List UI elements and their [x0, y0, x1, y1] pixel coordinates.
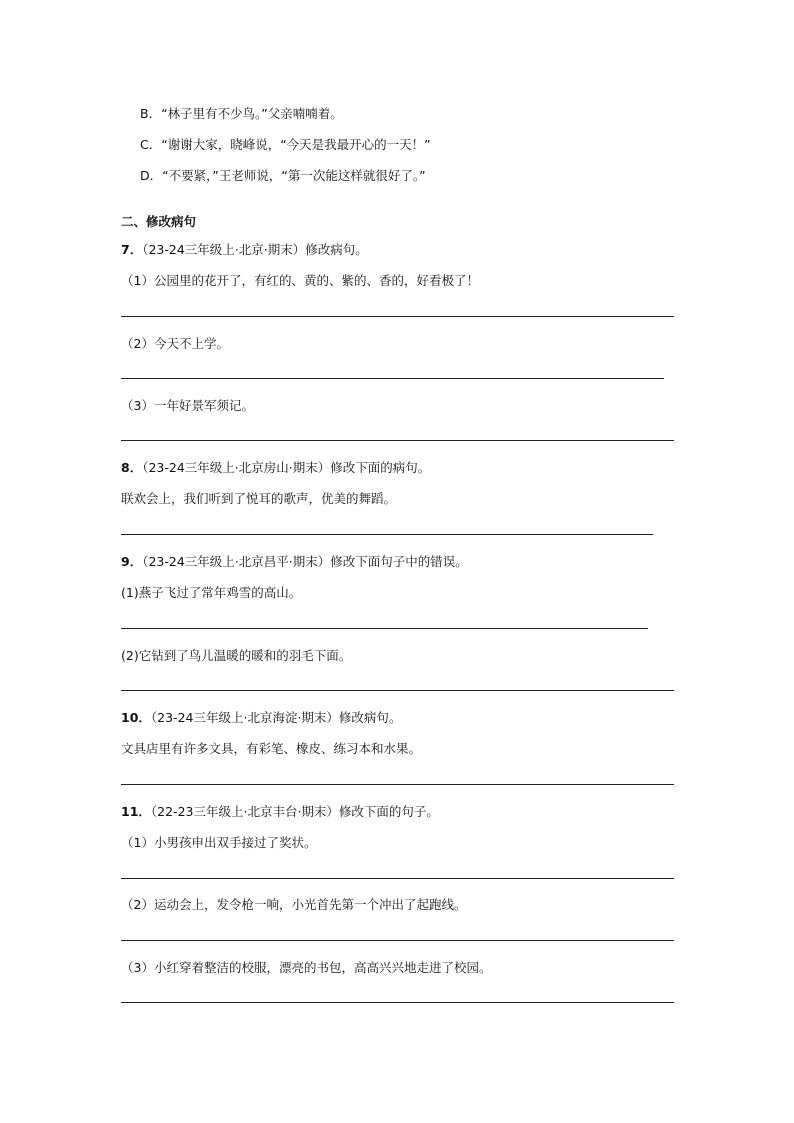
question-9-item-2: (2)它钻到了鸟儿温暖的暖和的羽毛下面。 — [121, 648, 352, 663]
question-7-item-2: （2）今天不上学。 — [121, 336, 229, 351]
question-11-item-3: （3）小红穿着整洁的校服，漂亮的书包，高高兴兴地走进了校园。 — [121, 960, 492, 975]
option-letter: C． — [140, 137, 162, 152]
question-source: （23-24三年级上·北京海淀·期末）修改病句。 — [150, 710, 402, 725]
question-11-item-1: （1）小男孩申出双手接过了奖状。 — [121, 835, 317, 850]
question-number: 9． — [121, 554, 143, 569]
answer-line — [121, 690, 674, 691]
question-number: 8． — [121, 460, 143, 475]
question-8-item-1: 联欢会上，我们听到了悦耳的歌声，优美的舞蹈。 — [121, 491, 397, 506]
option-text: “不要紧，”王老师说，“第一次能这样就很好了。” — [162, 168, 426, 183]
question-7-item-3: （3）一年好景军须记。 — [121, 398, 254, 413]
question-11-header — [121, 802, 439, 820]
question-source: （23-24三年级上·北京房山·期末）修改下面的病句。 — [142, 460, 431, 475]
question-number: 11． — [121, 804, 151, 819]
option-b — [140, 104, 343, 122]
question-9-item-1: (1)燕子飞过了常年鸡雪的高山。 — [121, 585, 302, 600]
answer-line — [121, 534, 653, 535]
answer-line — [121, 628, 648, 629]
option-letter: B． — [140, 106, 162, 121]
answer-line — [121, 1002, 674, 1003]
question-10-item-1: 文具店里有许多文具，有彩笔、橡皮、练习本和水果。 — [121, 741, 422, 756]
question-number: 10． — [121, 710, 151, 725]
option-letter: D． — [140, 168, 163, 183]
question-10-header — [121, 708, 401, 726]
question-11-item-2: （2）运动会上，发令枪一响，小光首先第一个冲出了起跑线。 — [121, 897, 467, 912]
option-text: “林子里有不少鸟。”父亲喃喃着。 — [161, 106, 343, 121]
question-8-header — [121, 458, 430, 476]
answer-line — [121, 316, 674, 317]
answer-line — [121, 878, 674, 879]
option-d — [140, 166, 426, 184]
question-source: （23-24三年级上·北京·期末）修改病句。 — [142, 242, 368, 257]
section-title: 二、修改病句 — [121, 214, 197, 229]
option-c — [140, 135, 431, 153]
question-7-header — [121, 240, 368, 258]
answer-line — [121, 378, 664, 379]
question-9-header — [121, 552, 468, 570]
question-source: （22-23三年级上·北京丰台·期末）修改下面的句子。 — [150, 804, 439, 819]
question-source: （23-24三年级上·北京昌平·期末）修改下面句子中的错误。 — [142, 554, 468, 569]
question-7-item-1: （1）公园里的花开了，有红的、黄的、紫的、香的，好看极了！ — [121, 273, 479, 288]
answer-line — [121, 940, 674, 941]
answer-line — [121, 440, 674, 441]
option-text: “谢谢大家，晓峰说，“今天是我最开心的一天！” — [161, 137, 431, 152]
answer-line — [121, 784, 674, 785]
question-number: 7． — [121, 242, 143, 257]
